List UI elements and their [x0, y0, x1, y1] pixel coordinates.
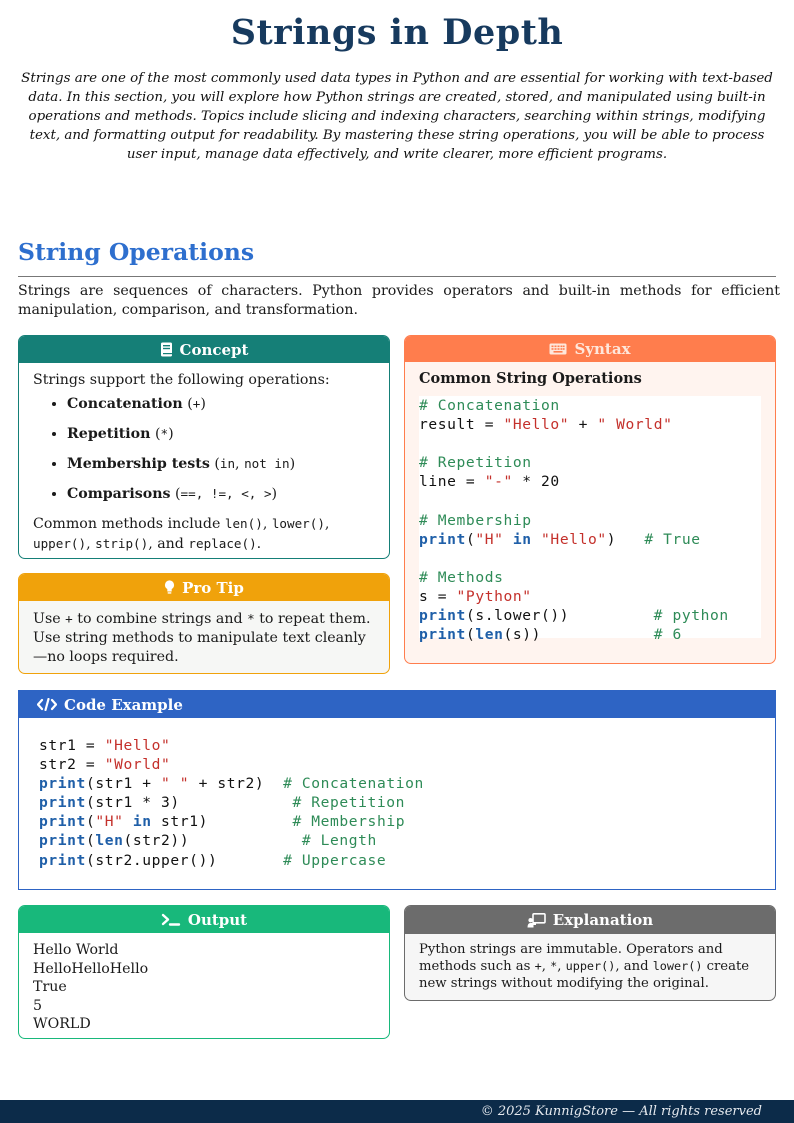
presenter-icon	[527, 913, 546, 928]
output-line: WORLD	[33, 1016, 91, 1033]
syntax-subtitle: Common String Operations	[419, 370, 642, 387]
intro-paragraph: Strings are one of the most commonly used data types in Python and are essential for working with text-based data. In this section, you will explore how Python strings are created, stored, and manipulated using built-in operations and methods. Topics include slicing and indexing characters, searching within strings, modifying text, and formatting output for readability. By mastering these string operations, you will be able to process user input, manage data effectively, and write clearer, more efficient programs.	[21, 71, 773, 162]
concept-header	[19, 336, 389, 363]
list-item: • Repetition (*)	[67, 424, 375, 444]
book-icon	[160, 342, 173, 357]
list-item: • Membership tests (in, not in)	[67, 454, 375, 474]
output-header	[19, 906, 389, 933]
protip-title: Pro Tip	[182, 578, 244, 597]
output-lines	[19, 933, 389, 1039]
footer	[0, 1100, 794, 1123]
explanation-box	[404, 905, 776, 1001]
output-line: 5	[33, 997, 43, 1014]
explanation-header	[405, 906, 775, 934]
lightbulb-icon	[164, 580, 175, 595]
code-example-block: str1 = "Hello" str2 = "World" print(str1 + " " + str2) # Concatenation print(str1 * 3) # Repetition print("H" in str1) # Membership print(len(str2)) # Length print(str2.upper()) # Uppercase	[39, 737, 424, 869]
list-item: • Concatenation (+)	[67, 394, 375, 414]
syntax-box	[404, 335, 776, 664]
concept-box	[18, 335, 390, 559]
code-example-title: Code Example	[64, 695, 183, 714]
syntax-title: Syntax	[574, 340, 631, 358]
output-box	[18, 905, 390, 1039]
footer-text: © 2025 KunnigStore — All rights reserved	[480, 1104, 762, 1119]
output-line: HelloHelloHello	[33, 960, 149, 977]
syntax-code-block: # Concatenation result = "Hello" + " World" # Repetition line = "-" * 20 # Membership print("H" in "Hello") # True # Methods s = "Python" print(s.lower()) # python print(len(s)) # 6	[419, 397, 729, 644]
syntax-header	[405, 336, 775, 362]
output-line: Hello World	[33, 942, 119, 958]
protip-box	[18, 573, 390, 674]
section-intro: Strings are sequences of characters. Python provides operators and built-in methods for efficient manipulation, comparison, and transformation.	[18, 283, 780, 318]
section-title: String Operations	[18, 238, 255, 266]
explanation-title: Explanation	[552, 911, 654, 929]
concept-methods: Common methods include len(), lower(), upper(), strip(), and replace().	[33, 516, 330, 552]
output-line: True	[33, 979, 67, 996]
protip-header	[19, 574, 389, 601]
concept-list	[33, 394, 375, 504]
concept-lead: Strings support the following operations:	[33, 372, 330, 388]
concept-title: Concept	[179, 340, 249, 359]
protip-text: Use + to combine strings and * to repeat them. Use string methods to manipulate text cleanly—no loops required.	[33, 611, 371, 665]
output-title: Output	[187, 910, 248, 929]
list-item: • Comparisons (==, !=, <, >)	[67, 484, 375, 504]
section-divider	[18, 276, 776, 277]
code-example-header	[19, 691, 775, 718]
keyboard-icon	[549, 343, 567, 355]
terminal-icon	[161, 913, 181, 926]
code-example-box	[18, 690, 776, 890]
code-icon	[37, 698, 57, 711]
page-title: Strings in Depth	[230, 12, 564, 53]
explanation-text: Python strings are immutable. Operators and methods such as +, *, upper(), and lower() create new strings without modifying the original.	[419, 942, 750, 991]
